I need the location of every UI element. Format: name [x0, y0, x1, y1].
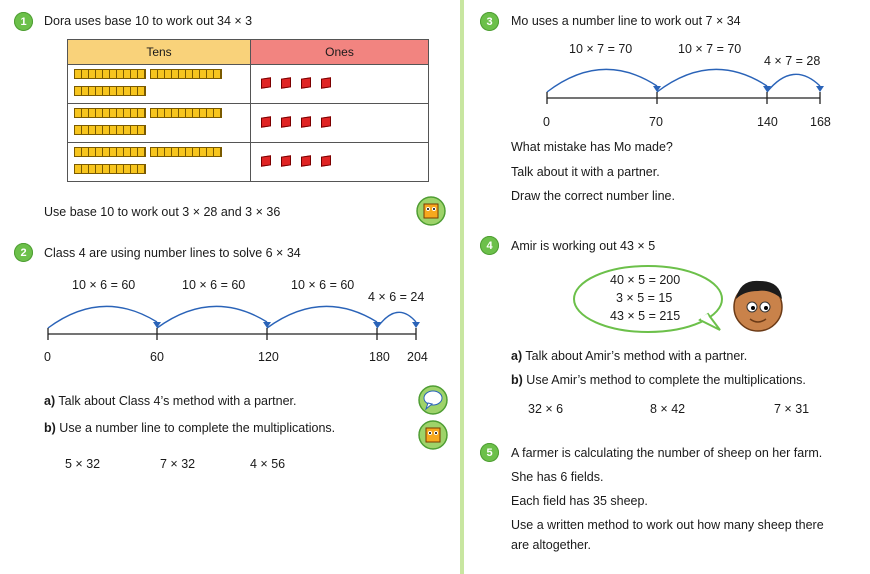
ones-cell: [251, 65, 429, 104]
table-row: [68, 104, 429, 143]
q4-part-b: b) Use Amir’s method to complete the multiplications.: [511, 373, 806, 387]
bubble-line: 43 × 5 = 215: [610, 309, 681, 323]
one-cube: [321, 77, 331, 88]
one-cube: [261, 155, 271, 166]
one-cube: [261, 77, 271, 88]
tick-label: 0: [44, 350, 51, 364]
tens-header: Tens: [68, 40, 251, 65]
one-cube: [301, 77, 311, 88]
q2-part-a: a) Talk about Class 4’s method with a partner.: [44, 394, 297, 408]
ones-cell: [251, 104, 429, 143]
jump-label: 10 × 6 = 60: [72, 278, 136, 292]
jump-label: 10 × 7 = 70: [569, 42, 633, 56]
q2-prompt: Class 4 are using number lines to solve 6 × 34: [44, 246, 301, 260]
calc-item: 7 × 32: [160, 457, 196, 471]
q3-prompt: Mo uses a number line to work out 7 × 34: [511, 14, 741, 28]
table-row: [68, 65, 429, 104]
question-number-3: 3: [480, 12, 499, 31]
tick-label: 180: [369, 350, 390, 364]
tick-label: 70: [649, 115, 663, 129]
ten-rod: [150, 69, 222, 79]
jump-arc: [657, 69, 767, 92]
question-number-2: 2: [14, 243, 33, 262]
one-cube: [301, 116, 311, 127]
q2-number-line: [40, 292, 440, 348]
jump-label: 4 × 7 = 28: [764, 54, 821, 68]
tick-label: 0: [543, 115, 550, 129]
one-cube: [321, 155, 331, 166]
calc-item: 4 × 56: [250, 457, 286, 471]
ten-rod: [74, 125, 146, 135]
table-row: [68, 143, 429, 182]
jump-label: 4 × 6 = 24: [368, 290, 425, 304]
one-cube: [281, 155, 291, 166]
jump-arc: [267, 306, 377, 328]
q4-part-a: a) Talk about Amir’s method with a partner.: [511, 349, 748, 363]
jump-arc: [48, 306, 157, 328]
jump-arc: [767, 74, 820, 92]
question-number-5: 5: [480, 443, 499, 462]
tick-label: 204: [407, 350, 428, 364]
tick-label: 140: [757, 115, 778, 129]
question-number-4: 4: [480, 236, 499, 255]
one-cube: [281, 77, 291, 88]
jump-arc: [377, 312, 416, 328]
q3-line: Talk about it with a partner.: [511, 165, 660, 179]
q1-prompt: Dora uses base 10 to work out 34 × 3: [44, 14, 253, 28]
q3-number-line: [540, 58, 840, 110]
one-cube: [301, 155, 311, 166]
calc-item: 7 × 31: [774, 402, 810, 416]
ten-rod: [150, 147, 222, 157]
place-value-table: [67, 39, 429, 182]
tick-label: 168: [810, 115, 831, 129]
q5-line: She has 6 fields.: [511, 470, 604, 484]
discuss-badge-icon: [418, 385, 448, 415]
q5-line: are altogether.: [511, 538, 591, 552]
ten-rod: [74, 69, 146, 79]
tens-cell: [68, 65, 251, 104]
page-divider: [460, 0, 464, 574]
ones-cell: [251, 143, 429, 182]
q3-line: What mistake has Mo made?: [511, 140, 673, 154]
ten-rod: [74, 86, 146, 96]
calc-item: 5 × 32: [65, 457, 101, 471]
tens-cell: [68, 143, 251, 182]
jump-label: 10 × 6 = 60: [291, 278, 355, 292]
one-cube: [281, 116, 291, 127]
arrowhead: [412, 322, 420, 328]
arrowhead: [153, 322, 161, 328]
ten-rod: [150, 108, 222, 118]
jump-arc: [547, 69, 657, 92]
bubble-line: 3 × 5 = 15: [616, 291, 673, 305]
jump-label: 10 × 6 = 60: [182, 278, 246, 292]
jump-label: 10 × 7 = 70: [678, 42, 742, 56]
bubble-line: 40 × 5 = 200: [610, 273, 681, 287]
ten-rod: [74, 164, 146, 174]
one-cube: [261, 116, 271, 127]
q2-part-b: b) Use a number line to complete the multiplications.: [44, 421, 336, 435]
base-ten-badge-icon: [416, 196, 446, 226]
arrowhead: [263, 322, 271, 328]
q5-line: Each field has 35 sheep.: [511, 494, 648, 508]
q1-followup: Use base 10 to work out 3 × 28 and 3 × 36: [44, 205, 281, 219]
q3-line: Draw the correct number line.: [511, 189, 675, 203]
calc-item: 8 × 42: [650, 402, 686, 416]
ones-header: Ones: [251, 40, 429, 65]
one-cube: [321, 116, 331, 127]
tick-label: 60: [150, 350, 164, 364]
tick-label: 120: [258, 350, 279, 364]
q4-prompt: Amir is working out 43 × 5: [511, 239, 656, 253]
amir-character-icon: [730, 275, 786, 335]
base-ten-badge-icon: [418, 420, 448, 450]
ten-rod: [74, 108, 146, 118]
q5-line: A farmer is calculating the number of sheep on her farm.: [511, 446, 823, 460]
calc-item: 32 × 6: [528, 402, 564, 416]
ten-rod: [74, 147, 146, 157]
tens-cell: [68, 104, 251, 143]
question-number-1: 1: [14, 12, 33, 31]
jump-arc: [157, 306, 267, 328]
q5-line: Use a written method to work out how many sheep there: [511, 518, 824, 532]
